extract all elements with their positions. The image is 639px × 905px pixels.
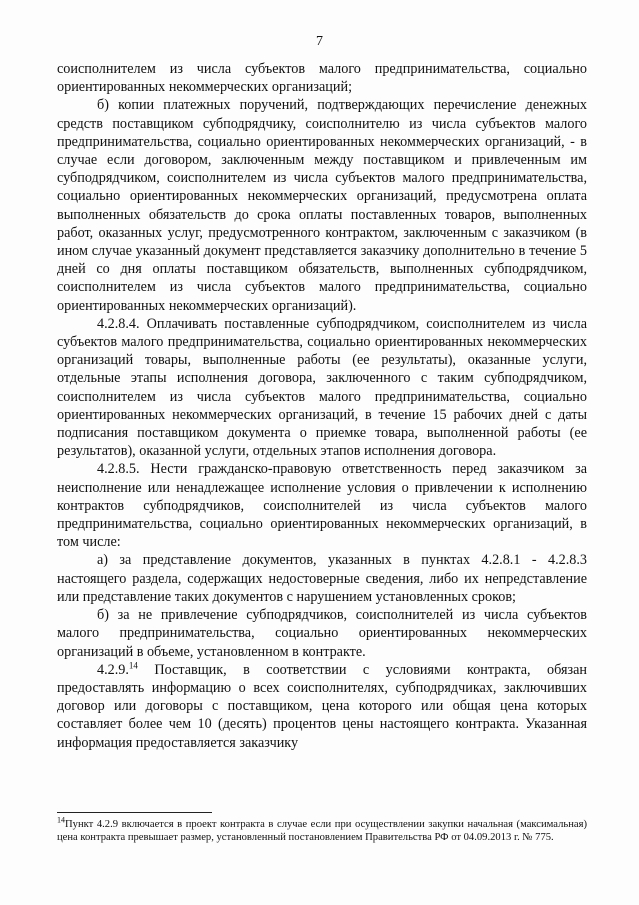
footnote-reference[interactable]: 14 xyxy=(128,659,138,670)
clause-text: Поставщик, в соответствии с условиями контракта, обязан предоставлять информацию о всех соисполнителях, субподрядчиках, заключивших договор или договоры с поставщиком, цена которого или общая цена которых составляет более чем 10 (десять) процентов цены настоящего контракта. Указанная информация предоставляется заказчику xyxy=(57,661,587,751)
paragraph-4-2-8-4: 4.2.8.4. Оплачивать поставленные субподрядчиком, соисполнителем из числа субъектов малого предпринимательства, социально ориентированных некоммерческих организаций товары, выполненные работы (ее результаты), оказанные услуги, отдельные этапы исполнения договора, заключенного с таким субподрядчиком, соисполнителем из числа субъектов малого предпринимательства, социально ориентированных некоммерческих организаций, в течение 15 рабочих дней с даты подписания поставщиком документа о приемке товара, выполненной работы (ее результатов), оказанной услуги, отдельных этапов исполнения договора. xyxy=(57,315,587,460)
paragraph-4-2-8-5: 4.2.8.5. Нести гражданско-правовую ответственность перед заказчиком за неисполнение или ненадлежащее исполнение условия о привлечении к исполнению контрактов субподрядчиков, соисполнителей из числа субъектов малого предпринимательства, социально ориентированных некоммерческих организаций, в том числе: xyxy=(57,461,587,551)
footnote xyxy=(57,815,587,844)
paragraph-item-a-documents: а) за представление документов, указанных в пунктах 4.2.8.1 - 4.2.8.3 настоящего раздела, содержащих недостоверные сведения, либо их непредставление или представление таких документов с нарушением установленных сроков; xyxy=(57,552,587,605)
clause-number: 4.2.9. xyxy=(97,661,129,678)
footnote-marker: 14 xyxy=(57,815,65,825)
document-body xyxy=(57,60,587,752)
paragraph-continuation: соисполнителем из числа субъектов малого предпринимательства, социально ориентированных некоммерческих организаций; xyxy=(57,61,587,96)
footnote-text: Пункт 4.2.9 включается в проект контракта в случае если при осуществлении закупки начальная (максимальная) цена контракта превышает размер, установленный постановлением Правительства РФ от 04.09.2013 г. № 775. xyxy=(57,819,587,843)
page-number: 7 xyxy=(316,34,323,49)
paragraph-item-b-non-involvement: б) за не привлечение субподрядчиков, соисполнителей из числа субъектов малого предпринимательства, социально ориентированных некоммерческих организаций в объеме, установленном в контракте. xyxy=(57,607,587,660)
footnote-divider xyxy=(57,812,212,813)
paragraph-4-2-9 xyxy=(57,661,587,752)
paragraph-item-b-payment-orders: б) копии платежных поручений, подтверждающих перечисление денежных средств поставщиком субподрядчику, соисполнителю из числа субъектов малого предпринимательства, социально ориентированных некоммерческих организаций, - в случае если договором, заключенным между поставщиком и привлеченным им субподрядчиком, соисполнителем из числа субъектов малого предпринимательства, социально ориентированных некоммерческих организаций, предусмотрена оплата выполненных обязательств до срока оплаты поставленных товаров, выполненных работ, оказанных услуг, предусмотренного контрактом, заключенным с заказчиком (в ином случае указанный документ представляется заказчику дополнительно в течение 5 дней со дня оплаты поставщиком обязательств, выполненных субподрядчиком, соисполнителем из числа субъектов малого предпринимательства, социально ориентированных некоммерческих организаций). xyxy=(57,97,587,314)
